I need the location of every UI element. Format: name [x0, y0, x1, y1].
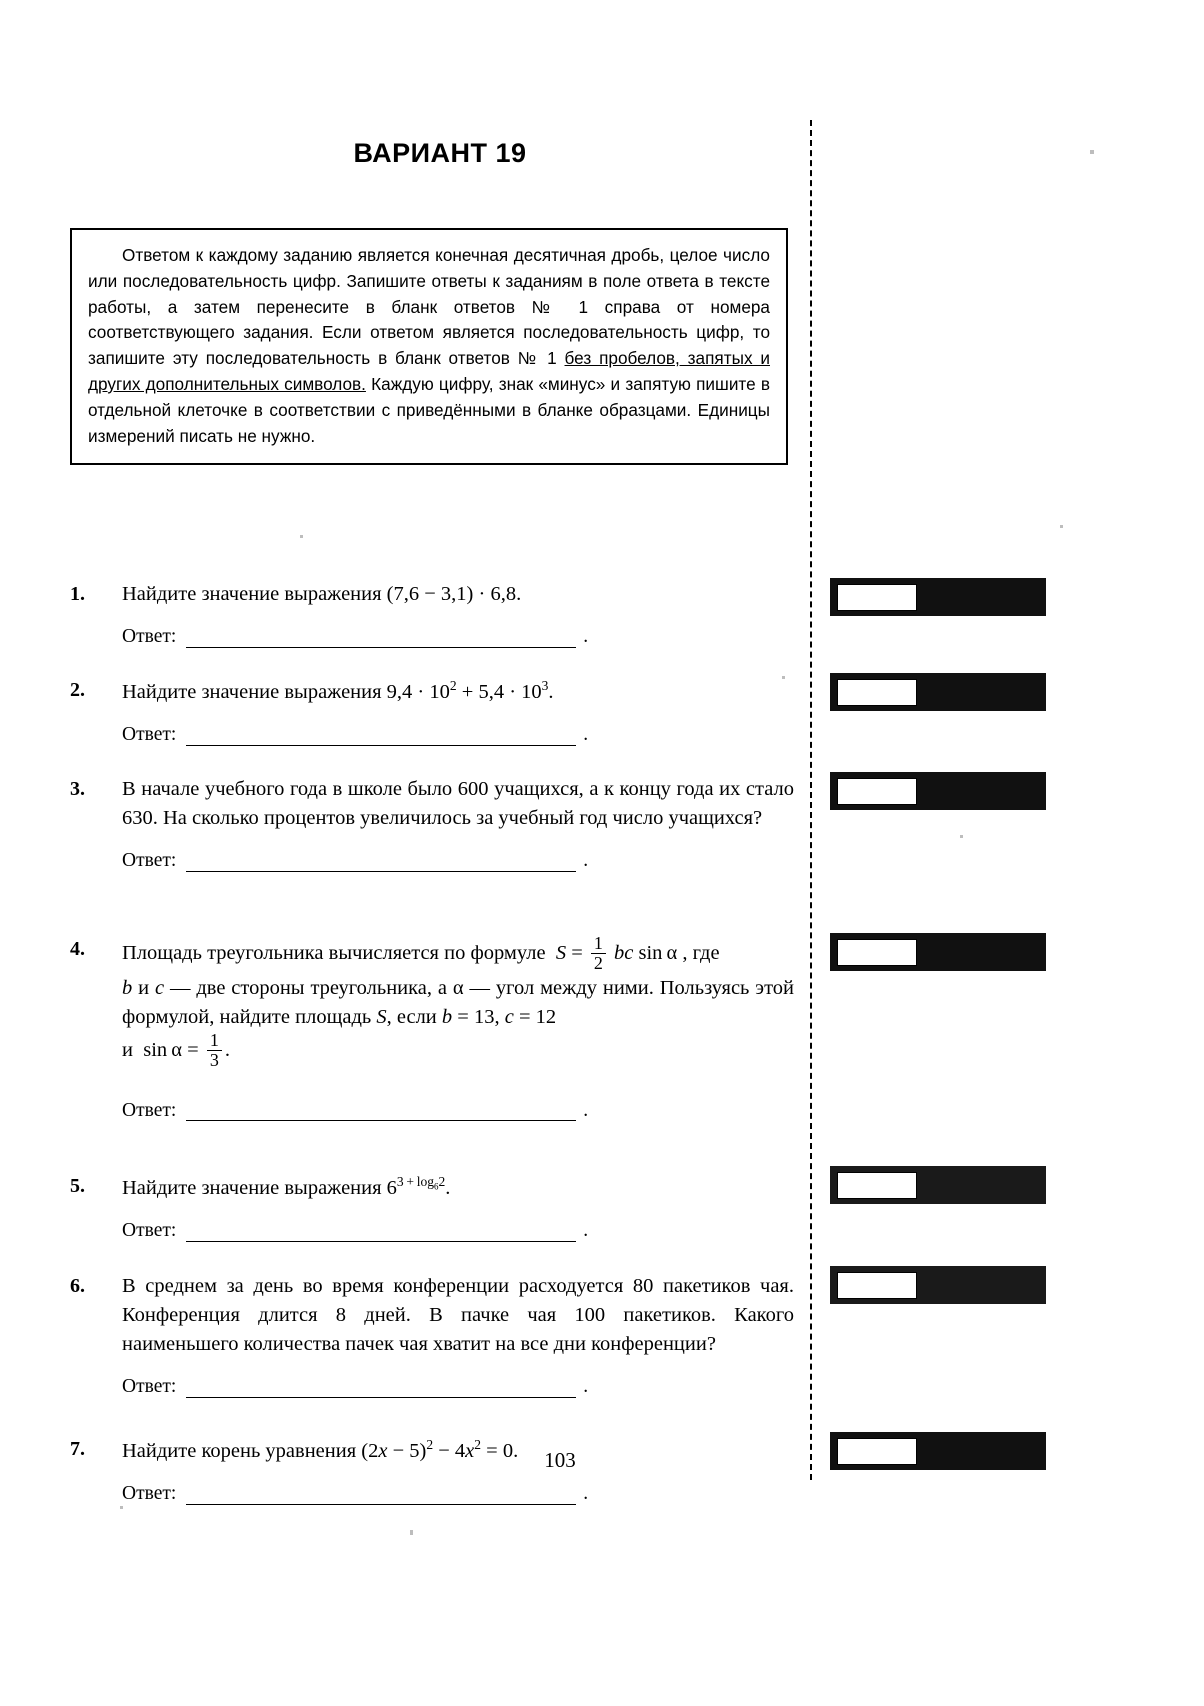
task-7-answer-label: Ответ: [122, 1482, 177, 1504]
task-5-text: Найдите значение выражения $6^{3 + log_62}$. [122, 1174, 451, 1199]
task-6-answer-row[interactable] [122, 1373, 682, 1401]
task-6-number: 6. [70, 1275, 85, 1297]
answer-box-1[interactable] [830, 578, 1046, 616]
task-1 [70, 580, 810, 651]
answer-box-2-field[interactable] [837, 679, 917, 706]
scan-speck [120, 1506, 123, 1509]
task-7-number: 7. [70, 1438, 85, 1460]
task-2-answer-label: Ответ: [122, 723, 177, 745]
page-title: ВАРИАНТ 19 [353, 138, 527, 168]
task-1-answer-row[interactable] [122, 623, 682, 651]
task-5-answer-period: . [583, 1219, 589, 1241]
task-1-answer-label: Ответ: [122, 626, 177, 648]
task-6-answer-label: Ответ: [122, 1376, 177, 1398]
task-4 [70, 935, 810, 1124]
task-1-text: Найдите значение выражения (7,6 − 3,1) · 6,8. [122, 583, 522, 605]
task-4-number: 4. [70, 938, 85, 960]
answer-box-2[interactable] [830, 673, 1046, 711]
task-7-text: Найдите корень уравнения $(2x - 5)^2 - 4x^2 = 0$. [122, 1437, 519, 1462]
scan-speck [300, 535, 303, 538]
answer-box-6-field[interactable] [837, 1272, 917, 1299]
answer-box-6[interactable] [830, 1266, 1046, 1304]
task-1-number: 1. [70, 583, 85, 605]
answer-box-1-field[interactable] [837, 584, 917, 611]
task-6 [70, 1272, 810, 1401]
task-7-answer-period: . [583, 1482, 589, 1504]
task-4-answer-row[interactable] [122, 1097, 682, 1125]
task-6-answer-input[interactable] [186, 1380, 576, 1398]
scan-speck [1090, 150, 1094, 154]
scan-speck [410, 1530, 413, 1535]
answer-box-5-field[interactable] [837, 1172, 917, 1199]
task-1-answer-input[interactable] [186, 630, 576, 648]
task-2-number: 2. [70, 679, 85, 701]
scan-speck [960, 835, 963, 838]
task-3 [70, 775, 810, 875]
task-3-answer-row[interactable] [122, 847, 682, 875]
task-2-answer-input[interactable] [186, 728, 576, 746]
answer-box-4-field[interactable] [837, 939, 917, 966]
instruction-box [70, 228, 788, 465]
answer-box-3-field[interactable] [837, 778, 917, 805]
instruction-text: Ответом к каждому заданию является конечная десятичная дробь, целое число или последовательность цифр. Запишите ответы к заданиям в поле ответа в тексте работы, а затем перенесите в бланк ответов № 1 справа от номера соответствующего задания. Если ответом является последовательность цифр, то запишите эту последовательность в бланк ответов № 1 без пробелов, запятых и других дополнительных символов. Каждую цифру, знак «минус» и запятую пишите в отдельной клеточке в соответствии с приведёнными в бланке образцами. Единицы измерений писать не нужно. [88, 245, 770, 446]
task-4-answer-period: . [583, 1099, 589, 1121]
task-4-answer-input[interactable] [186, 1103, 576, 1121]
task-2-answer-row[interactable] [122, 721, 682, 749]
answer-box-3[interactable] [830, 772, 1046, 810]
fraction-one-half: $\frac{1}{2}$ [591, 934, 606, 973]
task-2-text: Найдите значение выражения $9,4 \cdot 10^2 + 5,4 \cdot 10^3$. [122, 678, 554, 703]
task-5-answer-label: Ответ: [122, 1219, 177, 1241]
task-4-text: Площадь треугольника вычисляется по формуле S = $\frac{1}{2}$ bc sin α , где b и c — две стороны треугольника, а α — угол между ними. Пользуясь этой формулой, найдите площадь S, если b = 13, c = 12 и sin α = $\frac{1}{3}$ . [122, 933, 794, 1070]
task-6-answer-period: . [583, 1376, 589, 1398]
task-4-answer-label: Ответ: [122, 1099, 177, 1121]
task-3-number: 3. [70, 778, 85, 800]
task-3-answer-input[interactable] [186, 854, 576, 872]
task-2-answer-period: . [583, 723, 589, 745]
task-7-answer-row[interactable] [122, 1480, 682, 1508]
task-5-answer-row[interactable] [122, 1217, 682, 1245]
answer-box-5[interactable] [830, 1166, 1046, 1204]
scan-speck [782, 676, 785, 679]
instruction-underlined-part: без пробелов, запятых и других дополнительных символов. [88, 348, 770, 394]
task-3-answer-label: Ответ: [122, 850, 177, 872]
answer-box-4[interactable] [830, 933, 1046, 971]
cut-line-divider [810, 120, 812, 1480]
page-number: 103 [544, 1448, 576, 1472]
task-3-text: В начале учебного года в школе было 600 учащихся, а к концу года их стало 630. На сколько процентов увеличилось за учебный год число учащихся? [122, 778, 794, 830]
task-3-answer-period: . [583, 850, 589, 872]
task-5-number: 5. [70, 1175, 85, 1197]
fraction-one-third: $\frac{1}{3}$ [207, 1031, 222, 1070]
task-5-answer-input[interactable] [186, 1224, 576, 1242]
task-1-answer-period: . [583, 626, 589, 648]
task-6-text: В среднем за день во время конференции расходуется 80 пакетиков чая. Конференция длится 8 дней. В пачке чая 100 пакетиков. Какого наименьшего количества пачек чая хватит на все дни конференции? [122, 1275, 794, 1356]
task-2 [70, 676, 810, 749]
task-7-answer-input[interactable] [186, 1487, 576, 1505]
task-5 [70, 1172, 810, 1245]
scan-speck [1060, 525, 1063, 528]
